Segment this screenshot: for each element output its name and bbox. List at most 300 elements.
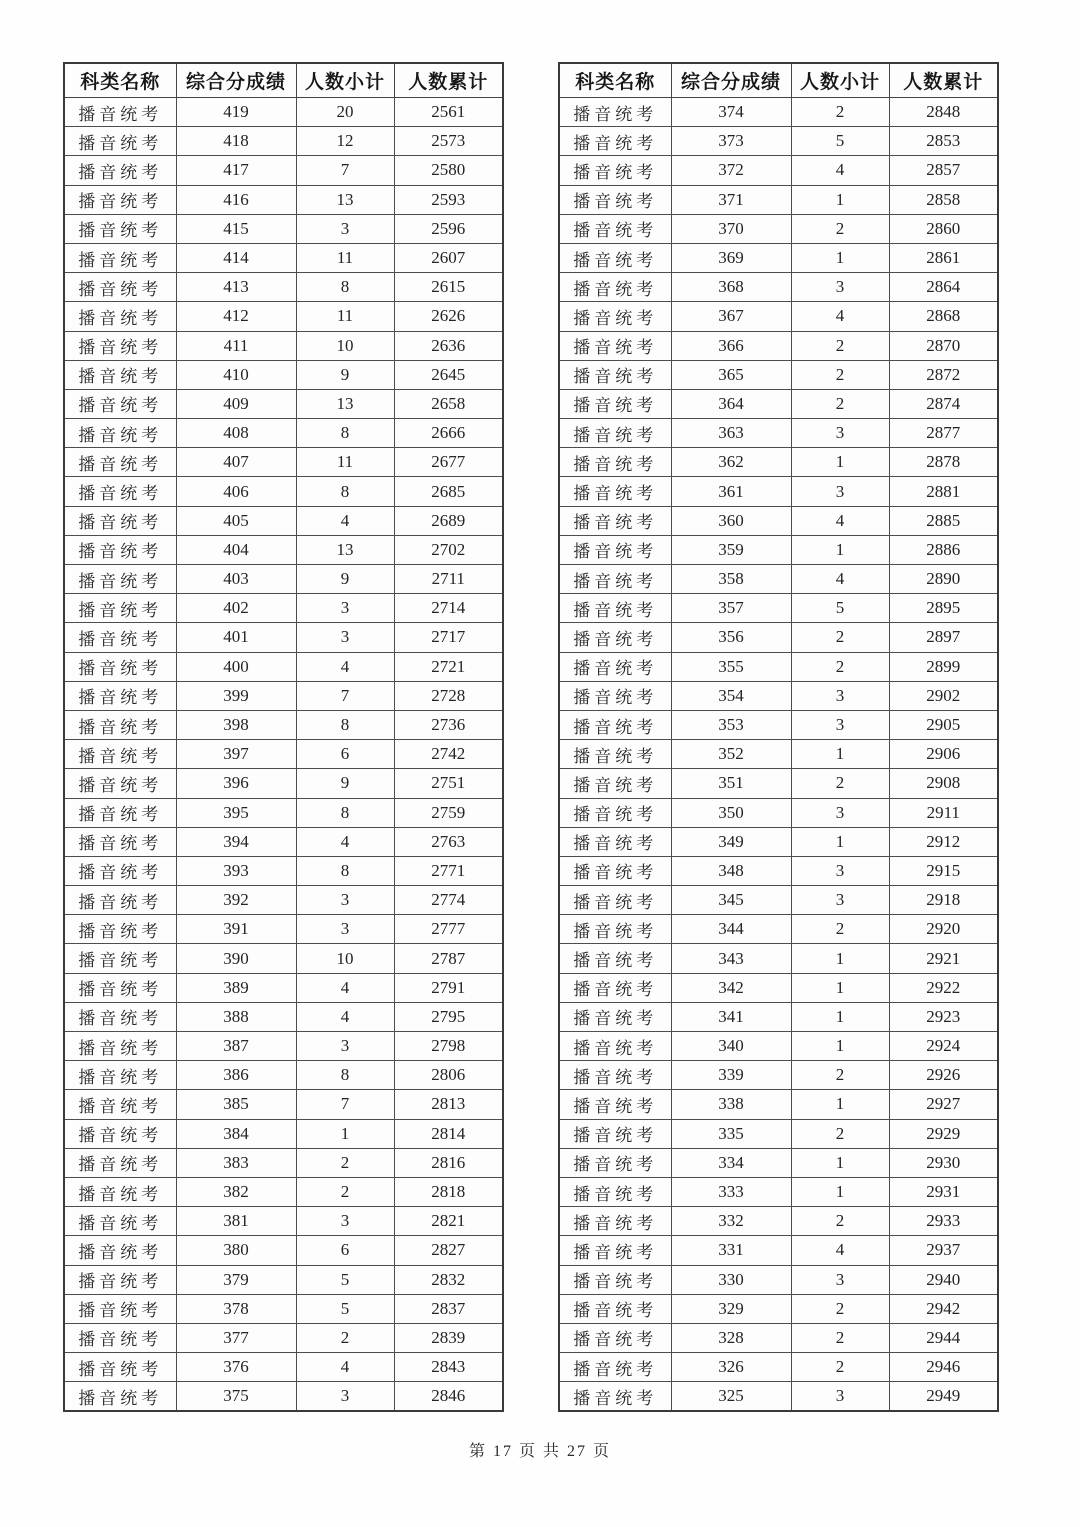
header-subtotal-count: 人数小计 bbox=[296, 63, 394, 98]
cell-category: 播音统考 bbox=[64, 798, 176, 827]
cell-cumulative: 2763 bbox=[394, 827, 503, 856]
table-row bbox=[559, 273, 998, 302]
table-row bbox=[64, 156, 503, 185]
cell-score: 371 bbox=[671, 185, 791, 214]
cell-category: 播音统考 bbox=[64, 565, 176, 594]
table-row bbox=[559, 1177, 998, 1206]
table-row bbox=[559, 1265, 998, 1294]
cell-subtotal: 2 bbox=[791, 623, 889, 652]
cell-cumulative: 2832 bbox=[394, 1265, 503, 1294]
cell-category: 播音统考 bbox=[559, 1177, 671, 1206]
cell-subtotal: 5 bbox=[791, 594, 889, 623]
cell-category: 播音统考 bbox=[559, 944, 671, 973]
cell-score: 330 bbox=[671, 1265, 791, 1294]
cell-category: 播音统考 bbox=[64, 856, 176, 885]
cell-score: 374 bbox=[671, 98, 791, 127]
cell-score: 376 bbox=[176, 1353, 296, 1382]
cell-cumulative: 2861 bbox=[889, 243, 998, 272]
cell-category: 播音统考 bbox=[64, 448, 176, 477]
cell-cumulative: 2911 bbox=[889, 798, 998, 827]
score-table-left bbox=[63, 62, 504, 1412]
table-row bbox=[64, 565, 503, 594]
cell-cumulative: 2942 bbox=[889, 1294, 998, 1323]
cell-cumulative: 2906 bbox=[889, 740, 998, 769]
cell-category: 播音统考 bbox=[64, 944, 176, 973]
cell-subtotal: 1 bbox=[791, 185, 889, 214]
cell-subtotal: 2 bbox=[791, 331, 889, 360]
cell-score: 412 bbox=[176, 302, 296, 331]
cell-category: 播音统考 bbox=[559, 448, 671, 477]
cell-score: 331 bbox=[671, 1236, 791, 1265]
cell-category: 播音统考 bbox=[559, 1294, 671, 1323]
cell-cumulative: 2839 bbox=[394, 1323, 503, 1352]
cell-cumulative: 2937 bbox=[889, 1236, 998, 1265]
cell-cumulative: 2930 bbox=[889, 1148, 998, 1177]
cell-score: 386 bbox=[176, 1061, 296, 1090]
cell-score: 392 bbox=[176, 886, 296, 915]
cell-subtotal: 2 bbox=[791, 1353, 889, 1382]
cell-cumulative: 2940 bbox=[889, 1265, 998, 1294]
table-row bbox=[64, 331, 503, 360]
cell-category: 播音统考 bbox=[559, 827, 671, 856]
table-row bbox=[64, 1061, 503, 1090]
cell-cumulative: 2929 bbox=[889, 1119, 998, 1148]
cell-cumulative: 2899 bbox=[889, 652, 998, 681]
table-row bbox=[559, 1294, 998, 1323]
table-row bbox=[559, 886, 998, 915]
table-row bbox=[64, 389, 503, 418]
cell-category: 播音统考 bbox=[559, 302, 671, 331]
cell-cumulative: 2949 bbox=[889, 1382, 998, 1412]
cell-category: 播音统考 bbox=[559, 798, 671, 827]
cell-category: 播音统考 bbox=[64, 535, 176, 564]
cell-score: 410 bbox=[176, 360, 296, 389]
table-row bbox=[64, 1177, 503, 1206]
cell-subtotal: 4 bbox=[296, 1002, 394, 1031]
cell-cumulative: 2915 bbox=[889, 856, 998, 885]
cell-subtotal: 10 bbox=[296, 944, 394, 973]
cell-category: 播音统考 bbox=[64, 1119, 176, 1148]
cell-score: 382 bbox=[176, 1177, 296, 1206]
cell-cumulative: 2711 bbox=[394, 565, 503, 594]
header-category-name: 科类名称 bbox=[64, 63, 176, 98]
cell-score: 373 bbox=[671, 127, 791, 156]
cell-cumulative: 2816 bbox=[394, 1148, 503, 1177]
table-row bbox=[64, 1148, 503, 1177]
cell-score: 400 bbox=[176, 652, 296, 681]
table-row bbox=[64, 1032, 503, 1061]
cell-cumulative: 2736 bbox=[394, 710, 503, 739]
cell-cumulative: 2853 bbox=[889, 127, 998, 156]
table-row bbox=[559, 710, 998, 739]
cell-category: 播音统考 bbox=[64, 973, 176, 1002]
cell-category: 播音统考 bbox=[64, 827, 176, 856]
cell-cumulative: 2878 bbox=[889, 448, 998, 477]
table-row bbox=[559, 1236, 998, 1265]
cell-score: 397 bbox=[176, 740, 296, 769]
cell-cumulative: 2593 bbox=[394, 185, 503, 214]
cell-subtotal: 4 bbox=[791, 156, 889, 185]
table-row bbox=[559, 535, 998, 564]
cell-category: 播音统考 bbox=[64, 594, 176, 623]
cell-subtotal: 1 bbox=[791, 973, 889, 1002]
table-row bbox=[559, 944, 998, 973]
header-category-name: 科类名称 bbox=[559, 63, 671, 98]
table-row bbox=[64, 506, 503, 535]
cell-category: 播音统考 bbox=[64, 915, 176, 944]
cell-cumulative: 2702 bbox=[394, 535, 503, 564]
cell-category: 播音统考 bbox=[559, 652, 671, 681]
cell-category: 播音统考 bbox=[64, 185, 176, 214]
page-footer: 第 17 页 共 27 页 bbox=[468, 1443, 611, 1460]
cell-score: 377 bbox=[176, 1323, 296, 1352]
cell-subtotal: 13 bbox=[296, 389, 394, 418]
cell-cumulative: 2658 bbox=[394, 389, 503, 418]
cell-subtotal: 3 bbox=[296, 623, 394, 652]
cell-subtotal: 3 bbox=[296, 1207, 394, 1236]
table-row bbox=[64, 477, 503, 506]
table-body-left bbox=[64, 98, 503, 1412]
cell-cumulative: 2918 bbox=[889, 886, 998, 915]
table-row bbox=[64, 1294, 503, 1323]
cell-cumulative: 2895 bbox=[889, 594, 998, 623]
cell-subtotal: 9 bbox=[296, 360, 394, 389]
cell-category: 播音统考 bbox=[64, 331, 176, 360]
cell-cumulative: 2885 bbox=[889, 506, 998, 535]
table-row bbox=[559, 214, 998, 243]
cell-subtotal: 3 bbox=[791, 798, 889, 827]
cell-cumulative: 2860 bbox=[889, 214, 998, 243]
table-row bbox=[559, 127, 998, 156]
cell-cumulative: 2881 bbox=[889, 477, 998, 506]
cell-category: 播音统考 bbox=[64, 1265, 176, 1294]
cell-cumulative: 2912 bbox=[889, 827, 998, 856]
cell-category: 播音统考 bbox=[559, 389, 671, 418]
cell-score: 363 bbox=[671, 419, 791, 448]
cell-category: 播音统考 bbox=[64, 273, 176, 302]
cell-cumulative: 2877 bbox=[889, 419, 998, 448]
cell-score: 367 bbox=[671, 302, 791, 331]
cell-score: 351 bbox=[671, 769, 791, 798]
cell-score: 408 bbox=[176, 419, 296, 448]
table-row bbox=[559, 1119, 998, 1148]
cell-subtotal: 1 bbox=[791, 1032, 889, 1061]
cell-score: 357 bbox=[671, 594, 791, 623]
cell-subtotal: 2 bbox=[791, 1119, 889, 1148]
cell-subtotal: 2 bbox=[791, 915, 889, 944]
cell-category: 播音统考 bbox=[559, 1061, 671, 1090]
cell-score: 365 bbox=[671, 360, 791, 389]
cell-score: 368 bbox=[671, 273, 791, 302]
cell-category: 播音统考 bbox=[559, 185, 671, 214]
table-row bbox=[559, 1353, 998, 1382]
cell-cumulative: 2924 bbox=[889, 1032, 998, 1061]
cell-score: 388 bbox=[176, 1002, 296, 1031]
cell-subtotal: 3 bbox=[296, 915, 394, 944]
table-row bbox=[559, 856, 998, 885]
cell-score: 360 bbox=[671, 506, 791, 535]
cell-category: 播音统考 bbox=[559, 886, 671, 915]
cell-subtotal: 1 bbox=[791, 740, 889, 769]
cell-score: 375 bbox=[176, 1382, 296, 1412]
cell-category: 播音统考 bbox=[559, 915, 671, 944]
cell-score: 390 bbox=[176, 944, 296, 973]
cell-score: 419 bbox=[176, 98, 296, 127]
cell-subtotal: 4 bbox=[791, 1236, 889, 1265]
cell-category: 播音统考 bbox=[64, 1090, 176, 1119]
cell-subtotal: 1 bbox=[791, 944, 889, 973]
cell-subtotal: 8 bbox=[296, 477, 394, 506]
table-row bbox=[559, 243, 998, 272]
cell-cumulative: 2573 bbox=[394, 127, 503, 156]
table-row bbox=[559, 360, 998, 389]
cell-subtotal: 10 bbox=[296, 331, 394, 360]
cell-score: 335 bbox=[671, 1119, 791, 1148]
table-header-row bbox=[559, 63, 998, 98]
cell-subtotal: 1 bbox=[296, 1119, 394, 1148]
cell-cumulative: 2922 bbox=[889, 973, 998, 1002]
cell-cumulative: 2813 bbox=[394, 1090, 503, 1119]
cell-score: 396 bbox=[176, 769, 296, 798]
cell-cumulative: 2580 bbox=[394, 156, 503, 185]
cell-cumulative: 2933 bbox=[889, 1207, 998, 1236]
cell-subtotal: 3 bbox=[791, 886, 889, 915]
cell-subtotal: 8 bbox=[296, 1061, 394, 1090]
table-row bbox=[559, 1382, 998, 1412]
cell-cumulative: 2771 bbox=[394, 856, 503, 885]
table-row bbox=[64, 185, 503, 214]
table-row bbox=[64, 214, 503, 243]
table-row bbox=[559, 419, 998, 448]
cell-cumulative: 2923 bbox=[889, 1002, 998, 1031]
cell-score: 345 bbox=[671, 886, 791, 915]
cell-cumulative: 2742 bbox=[394, 740, 503, 769]
table-row bbox=[559, 798, 998, 827]
cell-cumulative: 2920 bbox=[889, 915, 998, 944]
cell-subtotal: 2 bbox=[791, 1207, 889, 1236]
cell-category: 播音统考 bbox=[559, 419, 671, 448]
cell-category: 播音统考 bbox=[64, 360, 176, 389]
cell-subtotal: 3 bbox=[791, 419, 889, 448]
cell-subtotal: 2 bbox=[791, 652, 889, 681]
cell-score: 362 bbox=[671, 448, 791, 477]
cell-subtotal: 1 bbox=[791, 1177, 889, 1206]
table-row bbox=[559, 389, 998, 418]
cell-subtotal: 4 bbox=[296, 1353, 394, 1382]
cell-category: 播音统考 bbox=[559, 565, 671, 594]
cell-subtotal: 2 bbox=[791, 98, 889, 127]
cell-cumulative: 2908 bbox=[889, 769, 998, 798]
cell-score: 403 bbox=[176, 565, 296, 594]
cell-cumulative: 2677 bbox=[394, 448, 503, 477]
cell-category: 播音统考 bbox=[64, 214, 176, 243]
table-row bbox=[64, 973, 503, 1002]
cell-score: 329 bbox=[671, 1294, 791, 1323]
cell-subtotal: 4 bbox=[296, 506, 394, 535]
cell-score: 333 bbox=[671, 1177, 791, 1206]
cell-subtotal: 3 bbox=[296, 1032, 394, 1061]
cell-subtotal: 3 bbox=[791, 1265, 889, 1294]
cell-category: 播音统考 bbox=[64, 740, 176, 769]
cell-score: 381 bbox=[176, 1207, 296, 1236]
cell-subtotal: 7 bbox=[296, 681, 394, 710]
cell-score: 344 bbox=[671, 915, 791, 944]
cell-subtotal: 13 bbox=[296, 535, 394, 564]
cell-score: 394 bbox=[176, 827, 296, 856]
cell-category: 播音统考 bbox=[64, 623, 176, 652]
cell-cumulative: 2843 bbox=[394, 1353, 503, 1382]
table-row bbox=[559, 156, 998, 185]
cell-subtotal: 1 bbox=[791, 1148, 889, 1177]
table-row bbox=[559, 98, 998, 127]
cell-cumulative: 2791 bbox=[394, 973, 503, 1002]
cell-category: 播音统考 bbox=[64, 886, 176, 915]
table-row bbox=[64, 1002, 503, 1031]
cell-category: 播音统考 bbox=[64, 1061, 176, 1090]
cell-category: 播音统考 bbox=[559, 681, 671, 710]
cell-cumulative: 2806 bbox=[394, 1061, 503, 1090]
cell-category: 播音统考 bbox=[559, 273, 671, 302]
table-row bbox=[559, 1148, 998, 1177]
cell-score: 370 bbox=[671, 214, 791, 243]
cell-cumulative: 2787 bbox=[394, 944, 503, 973]
cell-cumulative: 2946 bbox=[889, 1353, 998, 1382]
cell-cumulative: 2666 bbox=[394, 419, 503, 448]
cell-category: 播音统考 bbox=[559, 1353, 671, 1382]
table-row bbox=[64, 419, 503, 448]
cell-subtotal: 4 bbox=[296, 973, 394, 1002]
table-row bbox=[64, 1236, 503, 1265]
cell-cumulative: 2645 bbox=[394, 360, 503, 389]
cell-score: 339 bbox=[671, 1061, 791, 1090]
cell-cumulative: 2821 bbox=[394, 1207, 503, 1236]
cell-subtotal: 2 bbox=[791, 360, 889, 389]
table-row bbox=[64, 886, 503, 915]
table-row bbox=[64, 1353, 503, 1382]
cell-category: 播音统考 bbox=[559, 973, 671, 1002]
cell-score: 387 bbox=[176, 1032, 296, 1061]
cell-score: 407 bbox=[176, 448, 296, 477]
cell-subtotal: 20 bbox=[296, 98, 394, 127]
cell-cumulative: 2827 bbox=[394, 1236, 503, 1265]
cell-category: 播音统考 bbox=[559, 1323, 671, 1352]
table-row bbox=[559, 1090, 998, 1119]
table-row bbox=[559, 477, 998, 506]
table-row bbox=[64, 710, 503, 739]
cell-category: 播音统考 bbox=[64, 1323, 176, 1352]
cell-score: 418 bbox=[176, 127, 296, 156]
cell-score: 359 bbox=[671, 535, 791, 564]
header-composite-score: 综合分成绩 bbox=[671, 63, 791, 98]
cell-category: 播音统考 bbox=[64, 243, 176, 272]
cell-subtotal: 7 bbox=[296, 1090, 394, 1119]
cell-score: 406 bbox=[176, 477, 296, 506]
cell-cumulative: 2774 bbox=[394, 886, 503, 915]
cell-category: 播音统考 bbox=[559, 1002, 671, 1031]
cell-subtotal: 2 bbox=[296, 1323, 394, 1352]
table-row bbox=[559, 302, 998, 331]
cell-category: 播音统考 bbox=[64, 710, 176, 739]
cell-subtotal: 12 bbox=[296, 127, 394, 156]
cell-subtotal: 8 bbox=[296, 273, 394, 302]
cell-cumulative: 2874 bbox=[889, 389, 998, 418]
cell-score: 384 bbox=[176, 1119, 296, 1148]
cell-category: 播音统考 bbox=[559, 360, 671, 389]
cell-category: 播音统考 bbox=[64, 681, 176, 710]
table-row bbox=[559, 185, 998, 214]
cell-score: 395 bbox=[176, 798, 296, 827]
cell-subtotal: 9 bbox=[296, 769, 394, 798]
cell-cumulative: 2721 bbox=[394, 652, 503, 681]
table-row bbox=[559, 973, 998, 1002]
cell-subtotal: 2 bbox=[296, 1148, 394, 1177]
table-row bbox=[64, 827, 503, 856]
cell-cumulative: 2897 bbox=[889, 623, 998, 652]
cell-score: 361 bbox=[671, 477, 791, 506]
cell-cumulative: 2759 bbox=[394, 798, 503, 827]
cell-score: 338 bbox=[671, 1090, 791, 1119]
cell-subtotal: 2 bbox=[791, 769, 889, 798]
cell-category: 播音统考 bbox=[559, 127, 671, 156]
table-row bbox=[559, 769, 998, 798]
cell-category: 播音统考 bbox=[559, 740, 671, 769]
cell-category: 播音统考 bbox=[64, 1294, 176, 1323]
cell-category: 播音统考 bbox=[64, 1177, 176, 1206]
table-row bbox=[559, 915, 998, 944]
table-row bbox=[64, 273, 503, 302]
table-row bbox=[559, 331, 998, 360]
cell-score: 340 bbox=[671, 1032, 791, 1061]
cell-cumulative: 2872 bbox=[889, 360, 998, 389]
cell-score: 379 bbox=[176, 1265, 296, 1294]
cell-subtotal: 3 bbox=[791, 273, 889, 302]
cell-subtotal: 4 bbox=[791, 506, 889, 535]
cell-cumulative: 2561 bbox=[394, 98, 503, 127]
cell-category: 播音统考 bbox=[559, 1207, 671, 1236]
cell-subtotal: 5 bbox=[296, 1265, 394, 1294]
cell-cumulative: 2944 bbox=[889, 1323, 998, 1352]
cell-score: 399 bbox=[176, 681, 296, 710]
header-subtotal-count: 人数小计 bbox=[791, 63, 889, 98]
cell-cumulative: 2857 bbox=[889, 156, 998, 185]
cell-subtotal: 6 bbox=[296, 740, 394, 769]
cell-category: 播音统考 bbox=[559, 1119, 671, 1148]
cell-score: 404 bbox=[176, 535, 296, 564]
table-row bbox=[559, 594, 998, 623]
cell-subtotal: 3 bbox=[791, 1382, 889, 1412]
cell-score: 383 bbox=[176, 1148, 296, 1177]
cell-subtotal: 4 bbox=[791, 302, 889, 331]
cell-score: 341 bbox=[671, 1002, 791, 1031]
cell-cumulative: 2685 bbox=[394, 477, 503, 506]
cell-category: 播音统考 bbox=[559, 623, 671, 652]
cell-cumulative: 2714 bbox=[394, 594, 503, 623]
table-row bbox=[64, 1119, 503, 1148]
cell-score: 405 bbox=[176, 506, 296, 535]
cell-cumulative: 2814 bbox=[394, 1119, 503, 1148]
cell-score: 372 bbox=[671, 156, 791, 185]
table-row bbox=[559, 1061, 998, 1090]
cell-cumulative: 2905 bbox=[889, 710, 998, 739]
cell-category: 播音统考 bbox=[559, 710, 671, 739]
table-row bbox=[64, 302, 503, 331]
cell-cumulative: 2886 bbox=[889, 535, 998, 564]
cell-score: 366 bbox=[671, 331, 791, 360]
cell-subtotal: 3 bbox=[296, 1382, 394, 1412]
table-row bbox=[64, 1090, 503, 1119]
cell-category: 播音统考 bbox=[559, 594, 671, 623]
cell-category: 播音统考 bbox=[64, 1382, 176, 1412]
